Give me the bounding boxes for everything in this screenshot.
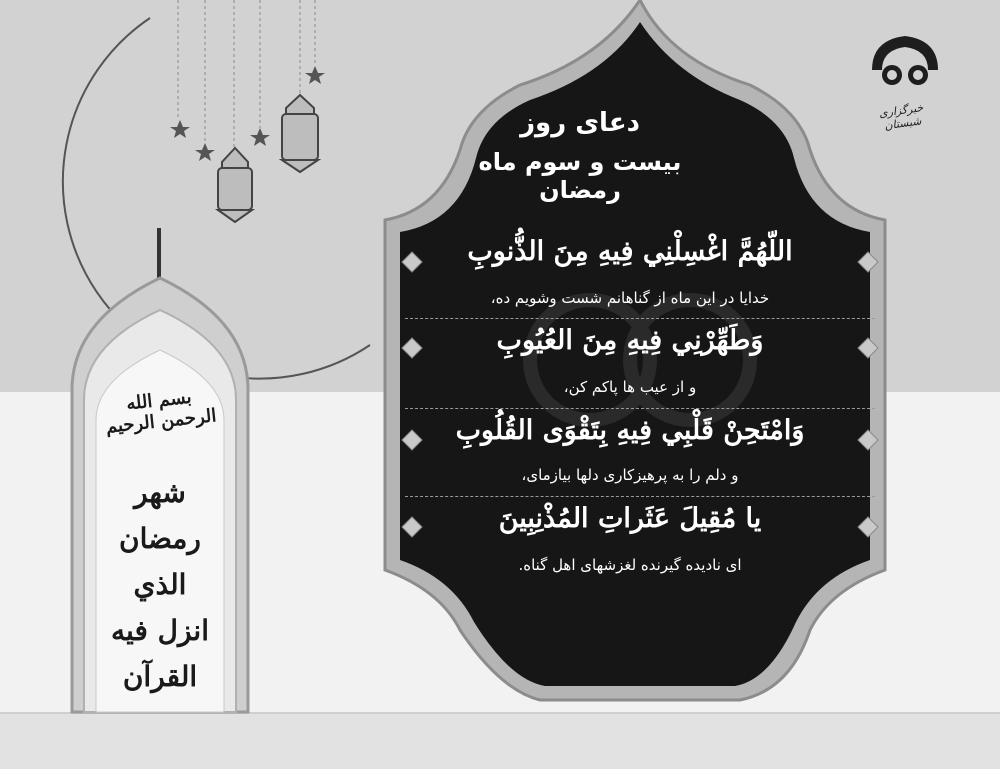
lantern-icon [218, 95, 318, 222]
verse-calligraphy: شهر رمضان الذي انزل فيه القرآن [111, 476, 209, 693]
divider [405, 408, 875, 409]
basmala-calligraphy: بسم الله الرحمن الرحیم [104, 386, 218, 438]
shabestan-logo-icon [872, 36, 938, 85]
supplication-persian: و از عیب ها پاکم کن، [563, 378, 697, 396]
supplication-arabic: وَامْتَحِنْ قَلْبِي فِيهِ بِتَقْوَى القُلُوبِ [455, 415, 805, 446]
logo-name: خبرگزاری شبستان [878, 101, 925, 133]
divider [405, 496, 875, 497]
page-title: دعای روز [520, 108, 640, 138]
supplication-arabic: وَطَهِّرْنِي فِيهِ مِنَ العُيُوبِ [496, 325, 764, 356]
supplication-persian: و دلم را به پرهیزکاری دلها بیازمای، [521, 466, 739, 484]
supplication-persian: خدایا در این ماه از گناهانم شست وشویم ده، [490, 289, 770, 307]
supplication-arabic: اللّهُمَّ اغْسِلْنِي فِيهِ مِنَ الذُّنوبِ [467, 236, 793, 267]
supplication-persian: ای نادیده گیرنده لغزشهای اهل گناه. [518, 556, 742, 574]
supplication-arabic: يا مُقِيلَ عَثَراتِ المُذْنِبِينَ [498, 503, 762, 534]
divider [405, 318, 875, 319]
page-subtitle: بیست و سوم ماه رمضان [478, 148, 682, 204]
